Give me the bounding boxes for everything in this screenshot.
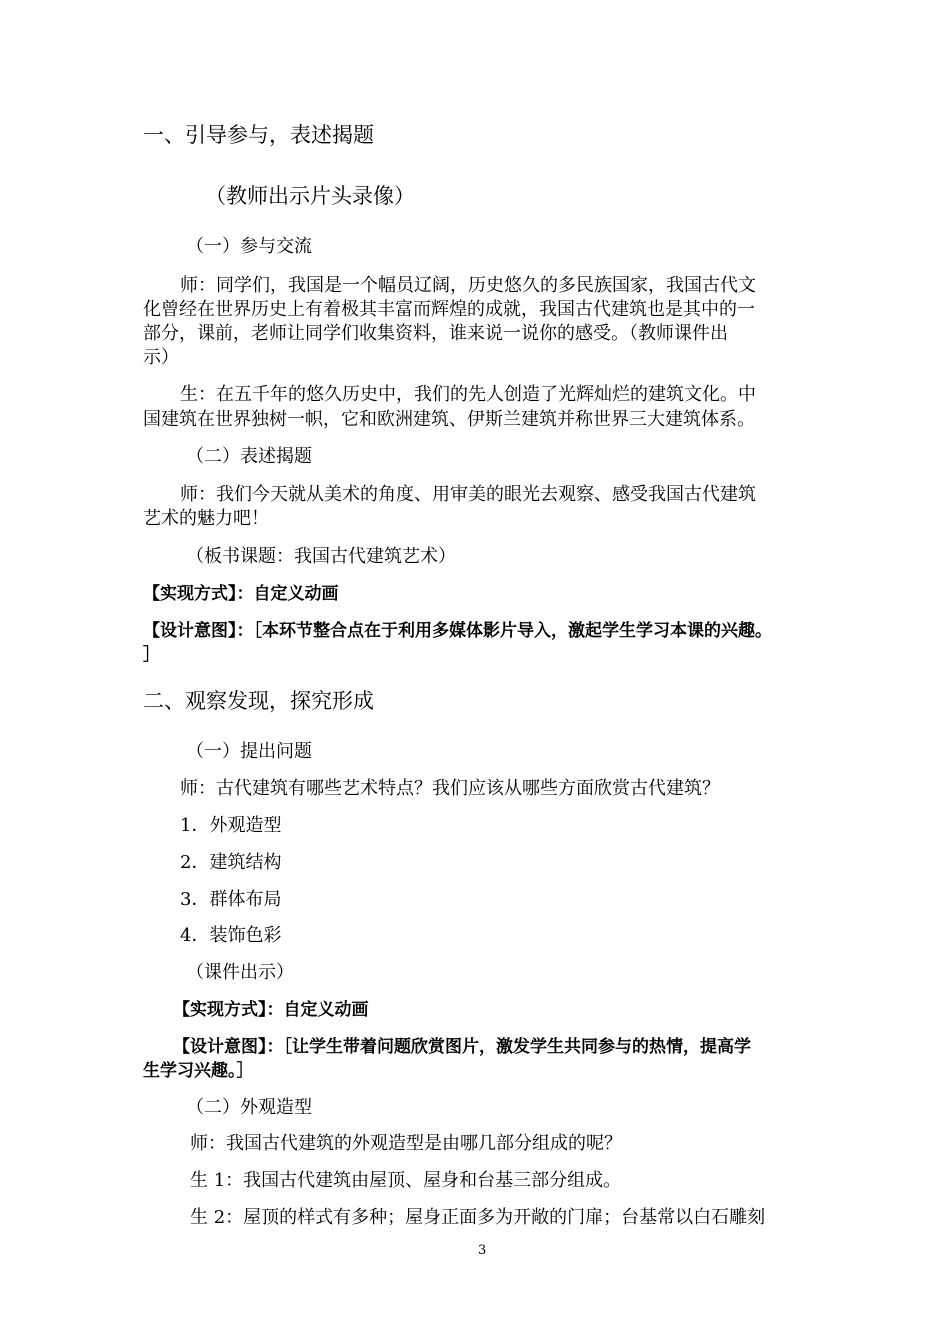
- design-intent-1-line-2: ］: [143, 645, 160, 665]
- section1-heading: 一、引导参与，表述揭题: [143, 123, 374, 147]
- teacher-para-line-1: 师：同学们，我国是一个幅员辽阔，历史悠久的多民族国家，我国古代文: [180, 275, 756, 296]
- student-para-line-1: 生：在五千年的悠久历史中，我们的先人创造了光辉灿烂的建筑文化。中: [180, 384, 756, 405]
- board-note: （板书课题：我国古代建筑艺术）: [186, 546, 456, 567]
- list-item: 3．群体布局: [180, 889, 282, 910]
- teacher-para-line-3: 部分，课前，老师让同学们收集资料，谁来说一说你的感受。（教师课件出: [143, 323, 728, 344]
- sub1-title: （一）参与交流: [186, 236, 312, 257]
- courseware-note: （课件出示）: [186, 962, 294, 983]
- design-intent-2-line-1: 【设计意图】：［让学生带着问题欣赏图片，激发学生共同参与的热情，提高学: [173, 1037, 751, 1057]
- implementation-label-2: 【实现方式】：自定义动画: [173, 1000, 369, 1020]
- teacher-para-line-2: 化曾经在世界历史上有着极其丰富而辉煌的成就，我国古代建筑也是其中的一: [143, 299, 755, 320]
- teacher-para2-line-1: 师：我们今天就从美术的角度、用审美的眼光去观察、感受我国古代建筑: [180, 484, 756, 505]
- list-item: 2．建筑结构: [180, 852, 282, 873]
- section2-sub1-title: （一）提出问题: [186, 741, 312, 762]
- page-number: 3: [478, 1243, 487, 1258]
- list-item: 1．外观造型: [180, 815, 282, 836]
- section2-heading: 二、观察发现，探究形成: [143, 689, 374, 713]
- student1-answer: 生 1：我国古代建筑由屋顶、屋身和台基三部分组成。: [190, 1170, 622, 1191]
- teacher-para-line-4: 示）: [143, 347, 179, 368]
- student-para-line-2: 国建筑在世界独树一帜，它和欧洲建筑、伊斯兰建筑并称世界三大建筑体系。: [143, 409, 755, 430]
- video-note: （教师出示片头录像）: [205, 184, 415, 208]
- implementation-label-1: 【实现方式】：自定义动画: [143, 584, 339, 604]
- design-intent-2-line-2: 生学习兴趣。］: [143, 1061, 254, 1081]
- teacher-q2: 师：我国古代建筑的外观造型是由哪几部分组成的呢？: [190, 1133, 622, 1154]
- design-intent-1-line-1: 【设计意图】：［本环节整合点在于利用多媒体影片导入，激起学生学习本课的兴趣。: [143, 621, 772, 641]
- student2-answer: 生 2：屋顶的样式有多种；屋身正面多为开敞的门扉；台基常以白石雕刻: [190, 1207, 766, 1228]
- teacher-question: 师：古代建筑有哪些艺术特点？我们应该从哪些方面欣赏古代建筑？: [180, 778, 720, 799]
- section2-sub2-title: （二）外观造型: [186, 1097, 312, 1118]
- list-item: 4．装饰色彩: [180, 925, 282, 946]
- sub2-title: （二）表述揭题: [186, 446, 312, 467]
- teacher-para2-line-2: 艺术的魅力吧！: [143, 508, 269, 529]
